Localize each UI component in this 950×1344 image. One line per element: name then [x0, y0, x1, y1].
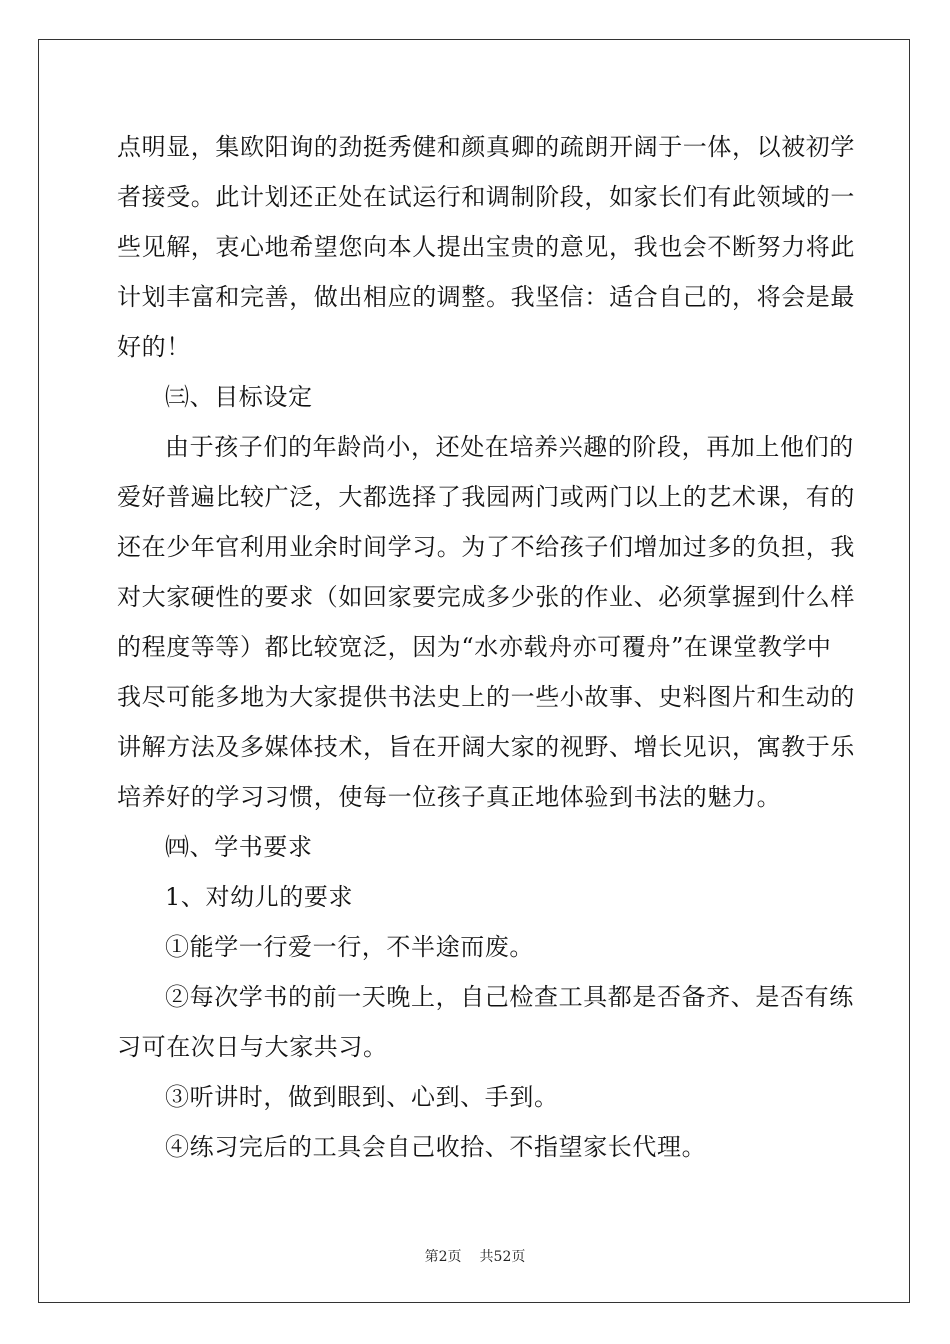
paragraph-line: 讲解方法及多媒体技术，旨在开阔大家的视野、增长见识，寓教于乐 [117, 733, 855, 761]
paragraph-line: 爱好普遍比较广泛，大都选择了我园两门或两门以上的艺术课，有的 [117, 483, 855, 511]
list-item: ④练习完后的工具会自己收拾、不指望家长代理。 [165, 1133, 707, 1161]
subsection-heading: 1、对幼儿的要求 [165, 883, 354, 911]
page-footer [0, 1246, 950, 1266]
list-item: ③听讲时，做到眼到、心到、手到。 [165, 1083, 559, 1111]
section-heading: ㈣、学书要求 [165, 833, 313, 861]
paragraph-line: 培养好的学习习惯，使每一位孩子真正地体验到书法的魅力。 [117, 783, 782, 811]
page-number: 第2页 [424, 1249, 462, 1265]
paragraph-line: 还在少年官利用业余时间学习。为了不给孩子们增加过多的负担，我 [117, 533, 855, 561]
paragraph-line: 由于孩子们的年龄尚小，还处在培养兴趣的阶段，再加上他们的 [165, 433, 854, 461]
paragraph-line: 者接受。此计划还正处在试运行和调制阶段，如家长们有此领域的一 [117, 183, 855, 211]
paragraph-line: 我尽可能多地为大家提供书法史上的一些小故事、史料图片和生动的 [117, 683, 855, 711]
list-item-continuation: 习可在次日与大家共习。 [117, 1033, 388, 1061]
paragraph-line: 计划丰富和完善，做出相应的调整。我坚信：适合自己的，将会是最 [117, 283, 855, 311]
section-heading: ㈢、目标设定 [165, 383, 313, 411]
list-item: ①能学一行爱一行，不半途而废。 [165, 933, 534, 961]
paragraph-line: 些见解，衷心地希望您向本人提出宝贵的意见，我也会不断努力将此 [117, 233, 855, 261]
paragraph-line: 好的！ [117, 333, 191, 361]
paragraph-line: 对大家硬性的要求（如回家要完成多少张的作业、必须掌握到什么样 [117, 583, 855, 611]
paragraph-line: 的程度等等）都比较宽泛，因为“水亦载舟亦可覆舟”在课堂教学中 [117, 633, 832, 661]
paragraph-line: 点明显，集欧阳询的劲挺秀健和颜真卿的疏朗开阔于一体，以被初学 [117, 133, 855, 161]
list-item: ②每次学书的前一天晚上，自己检查工具都是否备齐、是否有练 [165, 983, 854, 1011]
total-pages: 共52页 [479, 1249, 526, 1265]
document-body [117, 122, 855, 1172]
